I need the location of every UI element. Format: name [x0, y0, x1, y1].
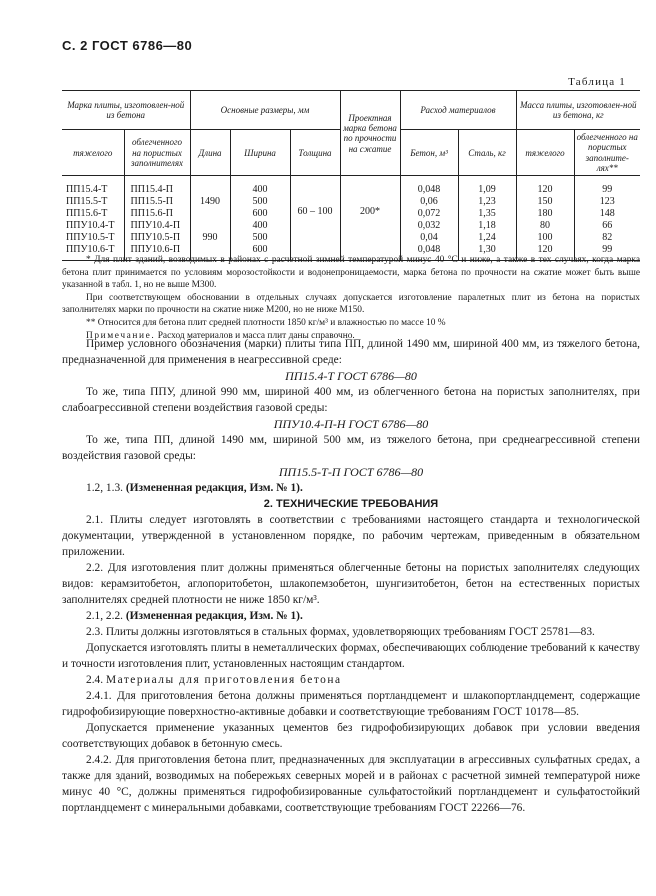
- col-heavy: ПП15.4-Т ПП15.5-Т ПП15.6-Т ППУ10.4-Т ППУ10.5-Т ППУ10.6-Т: [66, 184, 115, 256]
- th-thickness: Толщина: [290, 130, 340, 176]
- th-brand-light: облегченного на пористых заполнителях: [124, 130, 190, 176]
- col-strength: 200*: [340, 176, 400, 261]
- th-brand: Марка плиты, изготовлен-ной из бетона: [62, 91, 190, 130]
- th-concrete: Бетон, м³: [400, 130, 458, 176]
- col-length: 1490 990: [190, 176, 230, 261]
- clause-2-4-1: 2.4.1. Для приготовления бетона должны применяться портландцемент и шлакопортландцемент, содержащие гидрофобизирующие поверхностно-активные добавки и соответствующие требованиям ГОСТ 10178—85.: [62, 690, 640, 718]
- clause-2-3-b: Допускается изготовлять плиты в неметаллических формах, обеспечивающих соблюдение требований к качеству и точности изготовления плит, установленных настоящим стандартом.: [62, 642, 640, 670]
- clause-2-3: 2.3. Плиты должны изготовляться в стальных формах, удовлетворяющих требованиям ГОСТ 25781—83.: [86, 626, 595, 638]
- th-mass: Масса плиты, изготовлен-ной из бетона, кг: [516, 91, 640, 130]
- col-mass-heavy: 120 150 180 80 100 120: [516, 176, 574, 261]
- th-length: Длина: [190, 130, 230, 176]
- th-dims: Основные размеры, мм: [190, 91, 340, 130]
- example-3-intro: То же, типа ПП, длиной 1490 мм, шириной 500 мм, из тяжелого бетона, при среднеагрессивной степени воздействия газовой среды:: [62, 434, 640, 462]
- example-2-intro: То же, типа ППУ, длиной 990 мм, шириной 400 мм, из облегченного бетона на пористых заполнителях, при слабоагрессивной степени воздействия газовой среды:: [62, 386, 640, 414]
- th-mass-heavy: тяжелого: [516, 130, 574, 176]
- page-header: С. 2 ГОСТ 6786—80: [62, 38, 193, 53]
- example-2: ППУ10.4-П-Н ГОСТ 6786—80: [273, 417, 429, 431]
- clause-2-4: 2.4. Материалы для приготовления бетона: [86, 674, 342, 686]
- table-label: Таблица 1: [568, 76, 626, 88]
- th-width: Ширина: [230, 130, 290, 176]
- note-remark: Примечание. Расход материалов и масса плит даны справочно.: [86, 330, 355, 341]
- clause-2-4-2: 2.4.2. Для приготовления бетона плит, предназначенных для эксплуатации в агрессивных сульфатных средах, а также для зданий, возводимых на побережьях северных морей и в районах с расчетной зимней температурой ниже минус 40 °С, должны применяться гидрофобизированные сульфатостойкий портландцемент и сульфатостойкий портландцемент с минеральными добавками, соответствующие требованиям ГОСТ 22266—76.: [62, 754, 640, 814]
- th-mass-light: облегченного на пористых заполните-лях**: [574, 130, 640, 176]
- example-1: ПП15.4-Т ГОСТ 6786—80: [285, 369, 417, 383]
- note-2: При соответствующем обосновании в отдельных случаях допускается изготовление паралетных плит из бетона на пористых заполнителях марки по прочности на сжатие ниже М200, но не ниже М150.: [62, 292, 640, 316]
- example-3: ПП15.5-Т-П ГОСТ 6786—80: [278, 465, 424, 479]
- clause-2-1: 2.1. Плиты следует изготовлять в соответствии с требованиями настоящего стандарта и технологической документации, утвержденной в установленном порядке, по рабочим чертежам, приведенным в обязательном приложении.: [62, 514, 640, 558]
- table-notes: [62, 254, 640, 342]
- col-light: ПП15.4-П ПП15.5-П ПП15.6-П ППУ10.4-П ППУ10.5-П ППУ10.6-П: [124, 176, 190, 261]
- note-3: ** Относится для бетона плит средней плотности 1850 кг/м³ и влажностью по массе 10 %: [86, 317, 446, 328]
- section-title: 2. ТЕХНИЧЕСКИЕ ТРЕБОВАНИЯ: [263, 498, 439, 510]
- amendment-1: 1.2, 1.3. (Измененная редакция, Изм. № 1).: [86, 482, 303, 494]
- th-strength: Проектная марка бетона по прочности на сжатие: [340, 91, 400, 176]
- body-text: [62, 336, 640, 816]
- col-mass-light: 99 123 148 66 82 99: [574, 176, 640, 261]
- th-consumption: Расход материалов: [400, 91, 516, 130]
- note-1: * Для плит зданий, возводимых в районах с расчетной зимней температурой минус 40 °С и ниже, а также в тех случаях, когда марка бетона плит принимается по условиям морозостойкости и водонепроницаемости, марка бетона по прочности на сжатие может быть выше указанной в табл. 1, но не выше М300.: [62, 255, 640, 291]
- clause-2-4-1-b: Допускается применение указанных цементов без гидрофобизирующих добавок при условии введения соответствующих добавок в бетонную смесь.: [62, 722, 640, 750]
- col-steel: 1,09 1,23 1,35 1,18 1,24 1,30: [458, 176, 516, 261]
- clause-2-2: 2.2. Для изготовления плит должны применяться облегченные бетоны на пористых заполнителях следующих видов: керамзитобетон, аглопоритобетон, шлакопемзобетон, шунгизитобетон, бетон на естественных пористых заполнителях средней плотности не ниже 1850 кг/м³.: [62, 562, 640, 606]
- col-concrete: 0,048 0,06 0,072 0,032 0,04 0,048: [400, 176, 458, 261]
- th-steel: Сталь, кг: [458, 130, 516, 176]
- amendment-2: 2.1, 2.2. (Измененная редакция, Изм. № 1).: [86, 610, 303, 622]
- col-width: 400 500 600 400 500 600: [230, 176, 290, 261]
- th-brand-heavy: тяжелого: [62, 130, 124, 176]
- example-intro: Пример условного обозначения (марки) плиты типа ПП, длиной 1490 мм, шириной 400 мм, из тяжелого бетона, предназначенной для применения в неагрессивной среде:: [62, 338, 640, 366]
- table-row: [62, 176, 640, 261]
- spec-table: [62, 90, 640, 261]
- col-thickness: 60 – 100: [290, 176, 340, 261]
